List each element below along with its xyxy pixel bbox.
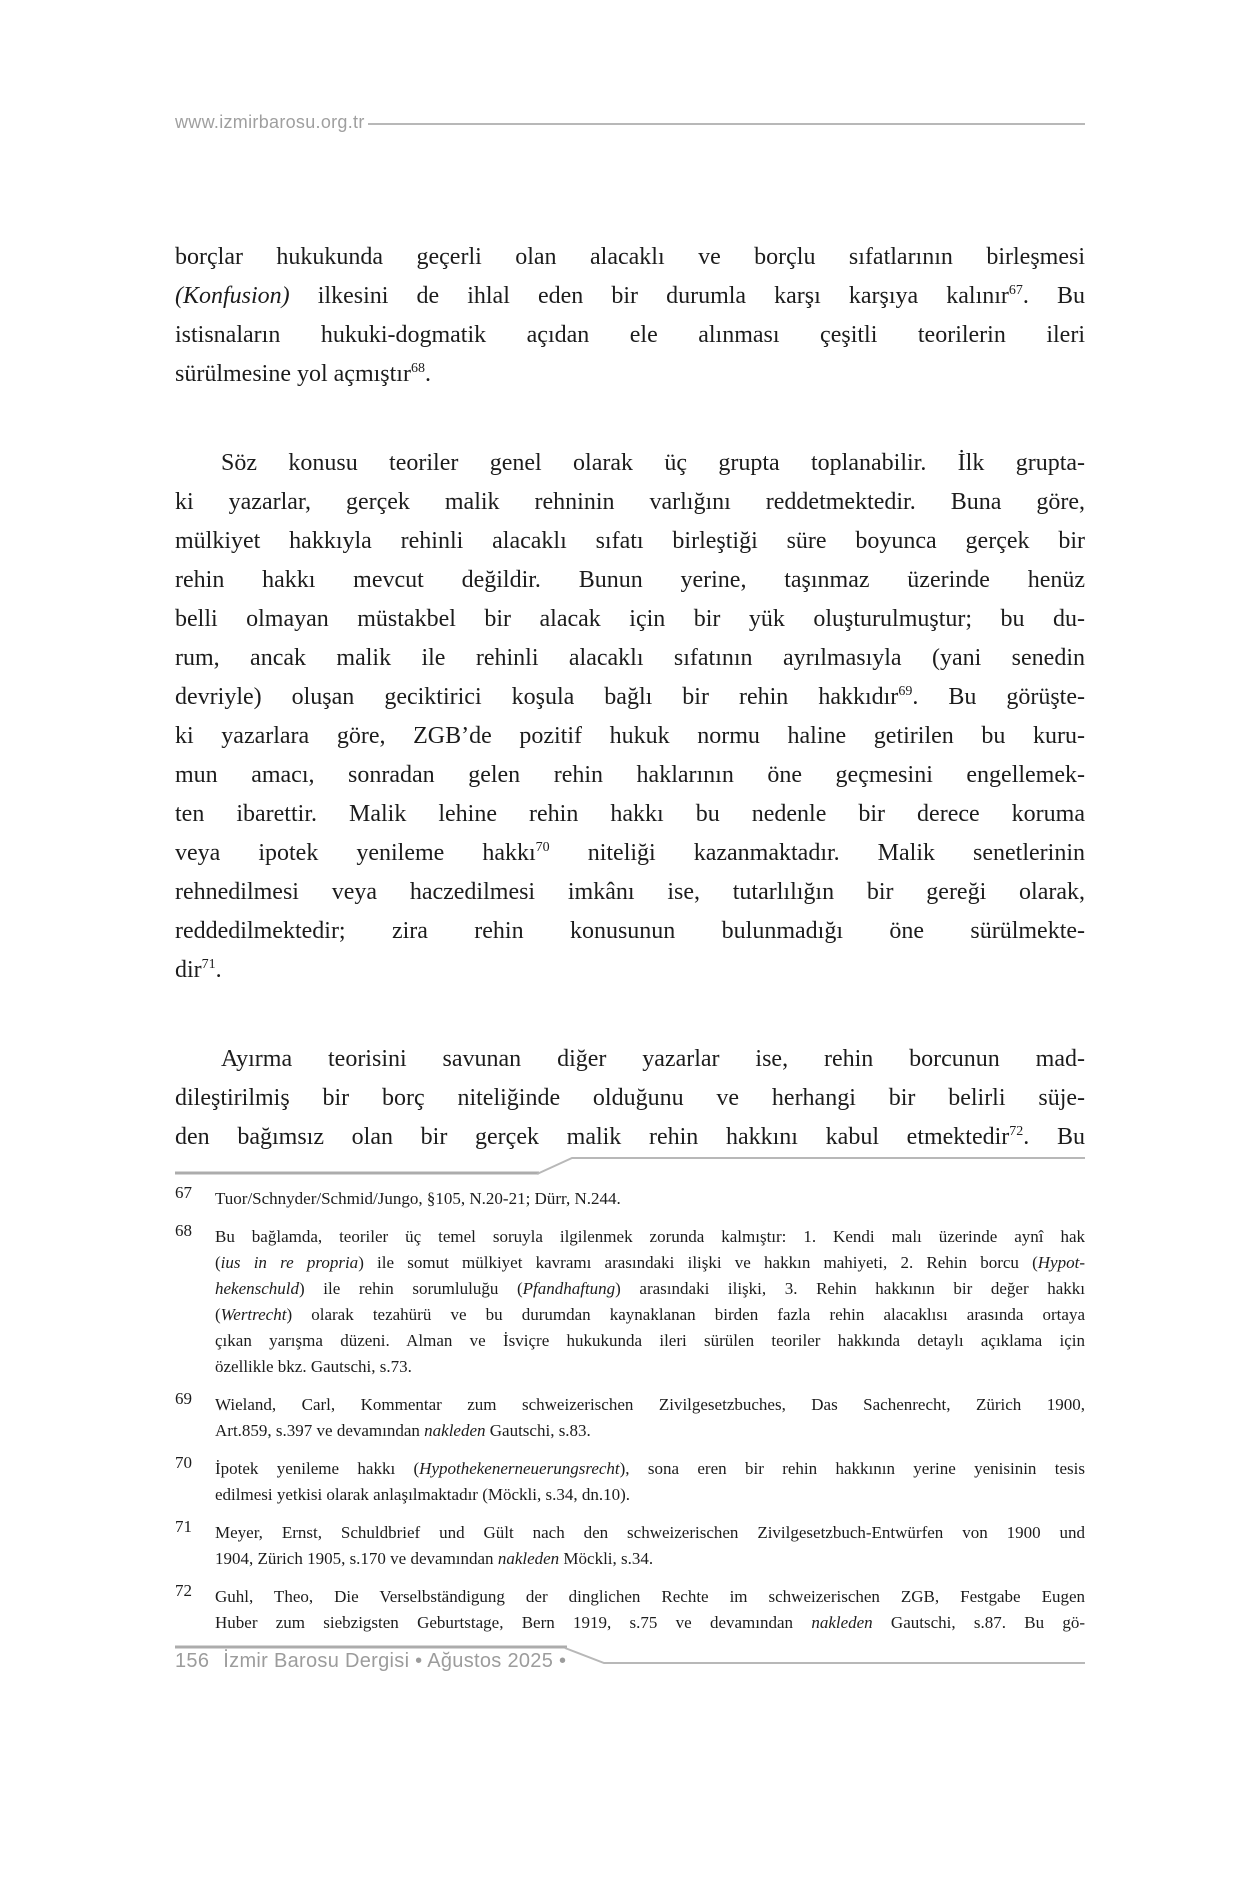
text-run: den bağımsız olan bir gerçek malik rehin hakkını kabul etmektedir [175, 1124, 1010, 1150]
text-run: Guhl, Theo, Die Verselbständigung der dinglichen Rechte im schweizerischen ZGB, Festgabe Eugen [215, 1587, 1085, 1606]
text-run: ( [215, 1305, 221, 1324]
text-line [175, 444, 1085, 483]
text-line [175, 717, 1085, 756]
footnote-ref-67: 67 [1008, 283, 1023, 298]
text-line [175, 277, 1085, 316]
text-line [175, 561, 1085, 600]
text-run: . [424, 361, 431, 387]
text-run: . [215, 957, 222, 983]
footnote-text [215, 1224, 1085, 1380]
text-run: . Bu görüşte- [912, 684, 1085, 710]
italic-text: (Konfusion) [175, 283, 290, 309]
text-run: ilkesini de ihlal eden bir durumla karşı karşıya kalınır [289, 283, 1009, 309]
text-run: rehin hakkı mevcut değildir. Bunun yerine, taşınmaz üzerinde henüz [175, 567, 1085, 593]
footnote-ref-72: 72 [1009, 1124, 1024, 1139]
page-number: 156 [175, 1650, 210, 1672]
text-run: veya ipotek yenileme hakkı [175, 840, 536, 866]
text-run: niteliği kazanmaktadır. Malik senetlerinin [549, 840, 1086, 866]
text-line [175, 834, 1085, 873]
text-line [175, 316, 1085, 355]
footnote-line [215, 1520, 1085, 1546]
text-run: sürülmesine yol açmıştır [175, 361, 411, 387]
text-run: borçlar hukukunda geçerli olan alacaklı ve borçlu sıfatlarının birleşmesi [175, 244, 1085, 270]
main-text-column [175, 238, 1085, 1157]
text-line [175, 522, 1085, 561]
footnote-ref-70: 70 [535, 840, 550, 855]
footnote-number: 67 [175, 1183, 192, 1202]
footnote-line [215, 1276, 1085, 1302]
text-run: Wieland, Carl, Kommentar zum schweizerischen Zivilgesetzbuches, Das Sachenrecht, Zürich 1900, [215, 1395, 1085, 1414]
text-run: özellikle bkz. Gautschi, s.73. [215, 1357, 412, 1376]
website-url: www.izmirbarosu.org.tr [175, 112, 365, 132]
text-run: Möckli, s.34. [559, 1549, 654, 1568]
text-run: İpotek yenileme hakkı ( [215, 1459, 420, 1478]
text-line [175, 873, 1085, 912]
footnote-text [215, 1584, 1085, 1636]
text-run: Tuor/Schnyder/Schmid/Jungo, §105, N.20-21; Dürr, N.244. [215, 1189, 621, 1208]
text-line [175, 1079, 1085, 1118]
footnote-67 [175, 1183, 1085, 1212]
footnote-ref-71: 71 [201, 957, 216, 972]
text-run: Huber zum siebzigsten Geburtstage, Bern 1919, s.75 ve devamından [215, 1613, 812, 1632]
footnotes-block [175, 1183, 1086, 1636]
footnote-number: 70 [175, 1453, 192, 1472]
italic-text: nakleden [424, 1421, 486, 1440]
journal-issue-label: İzmir Barosu Dergisi • Ağustos 2025 • [223, 1650, 567, 1672]
footnote-text [215, 1186, 1085, 1212]
footnote-69 [175, 1389, 1085, 1444]
footnote-line [215, 1392, 1085, 1418]
footnote-line [215, 1250, 1085, 1276]
italic-text: Hypothekenerneuerungsrecht [419, 1459, 620, 1478]
text-line [175, 483, 1085, 522]
text-run: dileştirilmiş bir borç niteliğinde olduğunu ve herhangi bir belirli süje- [175, 1085, 1085, 1111]
footnote-line [215, 1302, 1085, 1328]
text-run: ( [215, 1253, 221, 1272]
text-run: ) arasındaki ilişki, 3. Rehin hakkının bir değer hakkı [615, 1279, 1085, 1298]
text-run: Art.859, s.397 ve devamından [215, 1421, 425, 1440]
text-line [175, 795, 1085, 834]
text-run: mülkiyet hakkıyla rehinli alacaklı sıfatı birleştiği süre boyunca gerçek bir [175, 528, 1085, 554]
page-footer [175, 1650, 566, 1673]
italic-text: hekenschuld [215, 1279, 300, 1298]
text-run: . Bu [1022, 283, 1085, 309]
page-header [175, 112, 1085, 133]
text-run: dir [175, 957, 202, 983]
text-run: mun amacı, sonradan gelen rehin haklarının öne geçmesini engellemek- [175, 762, 1085, 788]
italic-text: nakleden [497, 1549, 560, 1568]
footnote-line [215, 1224, 1085, 1250]
text-run: Bu bağlamda, teoriler üç temel soruyla ilgilenmek zorunda kalmıştır: 1. Kendi malı üzerinde aynî hak [215, 1227, 1085, 1246]
footnote-number: 72 [175, 1581, 192, 1600]
text-line [175, 1040, 1085, 1079]
text-run: çıkan yarışma düzeni. Alman ve İsviçre hukukunda ileri sürülen teoriler hakkında detaylı açıklama için [215, 1331, 1085, 1350]
text-run: ) olarak tezahürü ve bu durumdan kaynaklanan birden fazla rehin alacaklısı arasında ortaya [286, 1305, 1085, 1324]
text-line [175, 1118, 1085, 1157]
text-run: Ayırma teorisini savunan diğer yazarlar ise, rehin borcunun mad- [221, 1046, 1085, 1072]
footnote-number: 71 [175, 1517, 192, 1536]
italic-text: Pfandhaftung [522, 1279, 616, 1298]
text-run: 1904, Zürich 1905, s.170 ve devamından [215, 1549, 498, 1568]
body-paragraph [175, 238, 1085, 394]
text-run: devriyle) oluşan geciktirici koşula bağlı bir rehin hakkıdır [175, 684, 899, 710]
footnote-text [215, 1456, 1085, 1508]
body-paragraph [175, 1040, 1085, 1157]
text-run: ), sona eren bir rehin hakkının yerine yenisinin tesis [619, 1459, 1085, 1478]
text-run: istisnaların hukuki-dogmatik açıdan ele alınması çeşitli teorilerin ileri [175, 322, 1085, 348]
text-run: ) ile somut mülkiyet kavramı arasındaki ilişki ve hakkın mahiyeti, 2. Rehin borcu ( [358, 1253, 1038, 1272]
footnote-text [215, 1392, 1085, 1444]
text-line [175, 639, 1085, 678]
text-run: edilmesi yetkisi olarak anlaşılmaktadır (Möckli, s.34, dn.10). [215, 1485, 630, 1504]
footnote-72 [175, 1581, 1086, 1636]
text-run: ki yazarlar, gerçek malik rehninin varlığını reddetmektedir. Buna göre, [175, 489, 1085, 515]
text-run: rum, ancak malik ile rehinli alacaklı sıfatının ayrılmasıyla (yani senedin [175, 645, 1085, 671]
footnote-71 [175, 1517, 1085, 1572]
footnote-line [215, 1456, 1085, 1482]
footnote-number: 68 [175, 1221, 192, 1240]
footnote-70 [175, 1453, 1085, 1508]
text-line [175, 756, 1085, 795]
text-line [175, 678, 1085, 717]
footnote-ref-69: 69 [898, 684, 913, 699]
footnote-line [215, 1186, 1085, 1212]
text-line [175, 238, 1085, 277]
italic-text: Hypot- [1037, 1253, 1085, 1272]
italic-text: nakleden [811, 1613, 873, 1632]
text-line [175, 600, 1085, 639]
text-run: reddedilmektedir; zira rehin konusunun bulunmadığı öne sürülmekte- [175, 918, 1085, 944]
footnote-line [215, 1328, 1085, 1354]
text-run: belli olmayan müstakbel bir alacak için bir yük oluşturulmuştur; bu du- [175, 606, 1085, 632]
footnote-line [215, 1584, 1085, 1610]
footnote-68 [175, 1221, 1085, 1380]
text-run: Söz konusu teoriler genel olarak üç grupta toplanabilir. İlk grupta- [221, 450, 1085, 476]
text-run: Gautschi, s.83. [485, 1421, 591, 1440]
body-paragraph [175, 444, 1085, 990]
text-line [175, 912, 1085, 951]
italic-text: ius in re propria [220, 1253, 359, 1272]
header-rule-line [368, 123, 1085, 125]
italic-text: Wertrecht [220, 1305, 287, 1324]
text-run: ki yazarlara göre, ZGB’de pozitif hukuk normu haline getirilen bu kuru- [175, 723, 1085, 749]
footnote-number: 69 [175, 1389, 192, 1408]
footnote-text [215, 1520, 1085, 1572]
footnote-line [215, 1610, 1085, 1636]
text-run: . Bu [1023, 1124, 1085, 1150]
footnote-ref-68: 68 [410, 361, 425, 376]
text-run: ten ibarettir. Malik lehine rehin hakkı bu nedenle bir derece koruma [175, 801, 1085, 827]
text-run: rehnedilmesi veya haczedilmesi imkânı ise, tutarlılığın bir gereği olarak, [175, 879, 1085, 905]
text-run: Meyer, Ernst, Schuldbrief und Gült nach den schweizerischen Zivilgesetzbuch-Entwürfen von 1900 und [215, 1523, 1085, 1542]
text-run: Gautschi, s.87. Bu gö- [872, 1613, 1086, 1632]
text-run: ) ile rehin sorumluluğu ( [299, 1279, 523, 1298]
